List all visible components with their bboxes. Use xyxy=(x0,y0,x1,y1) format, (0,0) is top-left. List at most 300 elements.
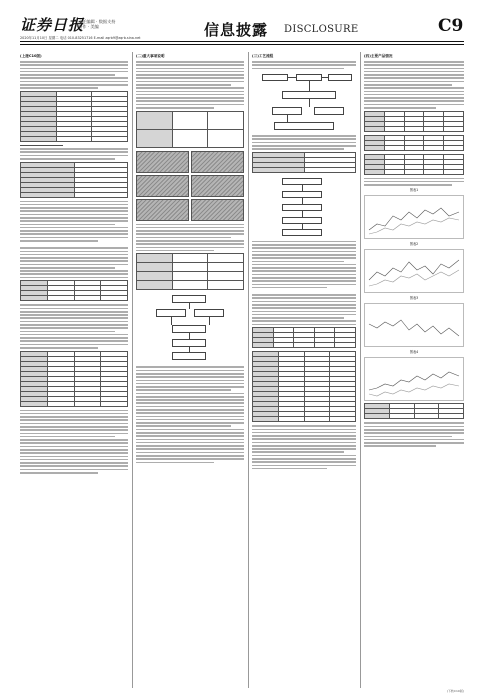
text-line xyxy=(136,247,244,249)
text-line xyxy=(252,277,356,279)
text-block xyxy=(136,61,244,109)
text-line xyxy=(136,396,244,398)
table-cell xyxy=(74,401,101,406)
micrograph-image xyxy=(191,175,244,197)
table-cell xyxy=(253,343,274,348)
text-line xyxy=(20,314,128,316)
table-cell xyxy=(330,417,356,422)
table-cell xyxy=(47,401,74,406)
text-line xyxy=(20,410,128,412)
text-line xyxy=(20,267,115,269)
table-cell xyxy=(404,169,424,174)
table-cell xyxy=(137,129,173,147)
text-line xyxy=(252,461,356,463)
chart-title: 图表1 xyxy=(409,188,419,193)
table-cell xyxy=(92,136,128,141)
table-cell xyxy=(253,167,305,172)
data-table xyxy=(20,280,128,301)
text-line xyxy=(136,243,244,245)
table-cell xyxy=(384,126,404,131)
text-line xyxy=(20,148,128,150)
text-line xyxy=(20,340,128,342)
text-line xyxy=(252,455,356,457)
text-block xyxy=(20,304,128,348)
column-divider xyxy=(360,52,361,688)
text-line xyxy=(136,71,244,73)
text-line xyxy=(136,448,244,450)
text-line xyxy=(364,426,464,428)
data-table xyxy=(136,111,244,148)
text-line xyxy=(20,277,128,279)
text-line xyxy=(136,227,244,229)
table-cell xyxy=(137,254,173,263)
table-row xyxy=(137,281,244,290)
text-line xyxy=(252,241,356,243)
table-cell xyxy=(101,296,128,301)
text-line xyxy=(364,84,452,86)
table-cell xyxy=(294,343,315,348)
table-cell xyxy=(424,145,444,150)
text-line xyxy=(20,270,128,272)
table-cell xyxy=(137,281,173,290)
text-line xyxy=(364,97,464,99)
flowchart-node xyxy=(274,122,334,130)
text-line xyxy=(20,433,128,435)
text-line xyxy=(20,87,98,89)
text-line xyxy=(252,297,356,299)
table-row xyxy=(365,169,464,174)
table-row xyxy=(137,129,244,147)
table-row xyxy=(253,417,356,422)
text-line xyxy=(252,429,356,431)
data-table xyxy=(252,152,356,173)
text-line xyxy=(136,230,244,232)
masthead xyxy=(0,0,484,44)
table-cell xyxy=(208,254,244,263)
text-line xyxy=(364,94,464,96)
text-line xyxy=(252,451,344,453)
text-block xyxy=(136,366,244,463)
table-cell xyxy=(172,263,208,272)
text-line xyxy=(20,452,128,454)
table-cell xyxy=(304,167,356,172)
table-row xyxy=(21,192,128,197)
micrograph-image xyxy=(191,151,244,173)
text-line xyxy=(136,74,244,76)
column-1-heading: (上接C10版) xyxy=(20,54,42,58)
text-line xyxy=(136,419,244,421)
text-line xyxy=(364,107,436,109)
table-cell xyxy=(384,145,404,150)
table-cell xyxy=(424,169,444,174)
flowchart-node xyxy=(282,178,322,185)
table-cell xyxy=(208,281,244,290)
text-line xyxy=(136,452,244,454)
flowchart-node xyxy=(296,74,322,81)
table-cell xyxy=(424,126,444,131)
text-block xyxy=(364,422,464,447)
column-2-heading: (二)重大事项说明 xyxy=(136,54,165,58)
data-table xyxy=(364,154,464,175)
text-line xyxy=(364,436,452,438)
text-line xyxy=(252,68,344,70)
photo-grid xyxy=(136,151,244,221)
text-line xyxy=(136,429,244,431)
text-line xyxy=(364,68,464,70)
masthead-rule-thin xyxy=(20,44,464,45)
text-line xyxy=(252,64,356,66)
text-line xyxy=(20,64,128,66)
text-line xyxy=(252,287,327,289)
micrograph-image xyxy=(136,175,189,197)
text-line xyxy=(136,383,244,385)
text-block xyxy=(20,61,128,89)
process-flowchart xyxy=(252,176,356,238)
text-line xyxy=(136,68,244,70)
chart-title: 图表3 xyxy=(409,296,419,301)
flowchart-node xyxy=(282,91,336,99)
process-flowchart xyxy=(136,293,244,363)
table-cell xyxy=(208,129,244,147)
flowchart-node xyxy=(156,309,186,317)
table-row xyxy=(137,272,244,281)
text-line xyxy=(136,435,244,437)
text-line xyxy=(20,459,128,461)
text-line xyxy=(20,257,128,259)
chart-line xyxy=(369,384,459,396)
flowchart-node xyxy=(172,352,206,360)
text-line xyxy=(20,251,128,253)
table-cell xyxy=(172,111,208,129)
flowchart-connector xyxy=(322,77,328,78)
chart-line xyxy=(369,320,459,336)
text-line xyxy=(252,148,344,150)
table-cell xyxy=(444,145,464,150)
text-line xyxy=(252,280,356,282)
article-column-1 xyxy=(20,52,128,688)
section-title-en: DISCLOSURE xyxy=(284,24,359,35)
flowchart-connector xyxy=(309,99,310,107)
flowchart-connector xyxy=(189,303,190,309)
text-line xyxy=(252,261,344,263)
text-line xyxy=(136,94,244,96)
column-divider xyxy=(132,52,133,688)
column-4-heading: (四)主要产品情况 xyxy=(364,54,393,58)
text-line xyxy=(252,324,356,326)
continuation-note: (下转C10版) xyxy=(446,689,464,693)
chart-title: 图表4 xyxy=(409,350,419,355)
chart-title: 图表2 xyxy=(409,242,419,247)
table-cell xyxy=(21,296,48,301)
table-cell xyxy=(389,414,414,419)
masthead-rule xyxy=(20,41,464,42)
line-chart xyxy=(364,249,464,293)
text-line xyxy=(20,264,128,266)
text-line xyxy=(364,439,464,441)
text-line xyxy=(364,429,464,431)
table-row xyxy=(137,263,244,272)
text-block xyxy=(364,178,464,186)
table-cell xyxy=(404,126,424,131)
text-block xyxy=(252,241,356,325)
text-line xyxy=(136,224,244,226)
text-line xyxy=(364,81,464,83)
text-line xyxy=(20,237,128,239)
text-line xyxy=(136,422,244,424)
text-line xyxy=(364,445,436,447)
table-row xyxy=(137,254,244,263)
text-line xyxy=(252,284,356,286)
line-chart xyxy=(364,357,464,401)
text-line xyxy=(20,81,128,83)
text-line xyxy=(364,422,464,424)
text-line xyxy=(252,145,356,147)
text-line xyxy=(20,230,128,232)
text-line xyxy=(20,240,98,242)
table-row xyxy=(253,343,356,348)
text-line xyxy=(364,178,464,180)
data-table xyxy=(252,351,356,422)
text-line xyxy=(252,307,356,309)
text-line xyxy=(252,257,356,259)
text-line xyxy=(20,247,128,249)
text-line xyxy=(136,402,244,404)
table-cell xyxy=(253,417,279,422)
text-line xyxy=(252,448,356,450)
text-line xyxy=(20,347,98,349)
table-cell xyxy=(208,263,244,272)
micrograph-image xyxy=(136,151,189,173)
table-cell xyxy=(208,111,244,129)
table-cell xyxy=(404,145,424,150)
text-line xyxy=(20,321,128,323)
text-block xyxy=(252,135,356,150)
text-line xyxy=(20,74,115,76)
text-block xyxy=(252,61,356,69)
text-line xyxy=(136,432,244,434)
text-line xyxy=(364,442,464,444)
table-cell xyxy=(384,169,404,174)
text-line xyxy=(252,320,356,322)
chart-line xyxy=(369,218,459,234)
text-line xyxy=(20,273,128,275)
text-line xyxy=(252,445,356,447)
text-line xyxy=(364,71,464,73)
table-cell xyxy=(21,401,48,406)
table-row xyxy=(253,167,356,172)
text-line xyxy=(252,432,356,434)
table-cell xyxy=(314,343,335,348)
page-number: C9 xyxy=(438,16,464,36)
text-line xyxy=(20,436,115,438)
text-line xyxy=(252,142,356,144)
text-line xyxy=(136,97,244,99)
text-line xyxy=(20,327,128,329)
text-line xyxy=(20,155,128,157)
text-line xyxy=(20,337,128,339)
table-row xyxy=(21,401,128,406)
table-row xyxy=(365,414,464,419)
flowchart-node xyxy=(282,229,322,236)
flowchart-node xyxy=(194,309,224,317)
text-line xyxy=(136,389,231,391)
table-cell xyxy=(273,343,294,348)
text-line xyxy=(20,77,128,79)
table-cell xyxy=(444,169,464,174)
table-cell xyxy=(74,296,101,301)
text-line xyxy=(20,423,128,425)
micrograph-image xyxy=(191,199,244,221)
text-line xyxy=(136,104,244,106)
table-cell xyxy=(439,414,464,419)
text-block xyxy=(20,201,128,279)
data-table xyxy=(364,111,464,132)
tags-line-2: 制作 · 美编 xyxy=(78,24,99,29)
text-line xyxy=(252,247,356,249)
table-cell xyxy=(365,169,385,174)
table-cell xyxy=(56,136,92,141)
text-line xyxy=(20,158,115,160)
table-cell xyxy=(444,126,464,131)
flowchart-node xyxy=(172,339,206,347)
text-line xyxy=(136,416,244,418)
text-line xyxy=(20,426,128,428)
text-line xyxy=(20,304,128,306)
table-cell xyxy=(335,343,356,348)
text-line xyxy=(20,344,128,346)
text-line xyxy=(252,254,356,256)
text-line xyxy=(136,462,214,464)
text-line xyxy=(252,465,356,467)
text-line xyxy=(20,308,128,310)
table-cell xyxy=(21,136,57,141)
table-cell xyxy=(365,145,385,150)
flowchart-node xyxy=(272,107,302,115)
text-line xyxy=(136,370,244,372)
text-line xyxy=(252,317,344,319)
table-cell xyxy=(47,296,74,301)
text-line xyxy=(252,138,356,140)
text-line xyxy=(20,472,98,474)
text-line xyxy=(136,240,244,242)
flowchart-node xyxy=(328,74,352,81)
text-line xyxy=(364,100,464,102)
section-title-cn: 信息披露 xyxy=(204,21,269,39)
text-line xyxy=(252,264,356,266)
table-cell xyxy=(137,272,173,281)
text-line xyxy=(136,100,244,102)
text-line xyxy=(136,107,214,109)
table-cell xyxy=(304,417,330,422)
text-line xyxy=(252,438,356,440)
text-line xyxy=(136,233,244,235)
text-line xyxy=(136,77,244,79)
data-table xyxy=(252,327,356,348)
flowchart-connector xyxy=(288,77,296,78)
text-line xyxy=(364,104,464,106)
text-line xyxy=(252,274,356,276)
text-line xyxy=(252,251,356,253)
data-table xyxy=(364,403,464,419)
text-line xyxy=(136,399,244,401)
text-line xyxy=(252,458,356,460)
text-line xyxy=(364,61,464,63)
text-line xyxy=(252,294,356,296)
chart-line xyxy=(369,372,459,390)
table-cell xyxy=(137,263,173,272)
flowchart-node xyxy=(172,325,206,333)
flowchart-node xyxy=(282,191,322,198)
data-table xyxy=(20,351,128,407)
newspaper-logo: 证券日报 xyxy=(20,16,85,34)
table-cell xyxy=(278,417,304,422)
text-line xyxy=(136,376,244,378)
text-line xyxy=(20,465,128,467)
flowchart-node xyxy=(172,295,206,303)
text-line xyxy=(136,393,244,395)
text-line xyxy=(20,439,128,441)
table-cell xyxy=(74,192,128,197)
text-line xyxy=(20,214,128,216)
text-line xyxy=(20,220,128,222)
table-row xyxy=(365,145,464,150)
article-column-2 xyxy=(136,52,244,688)
text-line xyxy=(136,91,244,93)
text-line xyxy=(136,61,244,63)
text-line xyxy=(136,445,244,447)
text-line xyxy=(20,311,128,313)
text-line xyxy=(252,135,356,137)
text-line xyxy=(136,380,244,382)
text-line xyxy=(252,270,356,272)
flowchart-node xyxy=(282,204,322,211)
text-line xyxy=(252,244,356,246)
text-line xyxy=(364,181,464,183)
text-line xyxy=(20,210,128,212)
text-block xyxy=(20,145,128,160)
text-line xyxy=(136,250,214,252)
table-cell xyxy=(101,401,128,406)
text-line xyxy=(20,446,128,448)
text-line xyxy=(20,429,128,431)
flowchart-connector xyxy=(287,115,288,122)
text-block xyxy=(252,425,356,469)
table-row xyxy=(21,296,128,301)
text-line xyxy=(252,61,356,63)
masthead-tags xyxy=(78,19,116,29)
text-line xyxy=(252,435,356,437)
text-block xyxy=(136,224,244,252)
text-line xyxy=(20,145,63,147)
text-line xyxy=(136,409,244,411)
table-cell xyxy=(172,129,208,147)
text-line xyxy=(20,331,115,333)
text-line xyxy=(20,462,128,464)
text-line xyxy=(136,412,244,414)
chart-line xyxy=(369,270,459,286)
text-line xyxy=(20,416,128,418)
text-line xyxy=(252,468,327,470)
dateline: 2020年11月10日 星期二 电话 010-83251716 E-mail zqrb9@zqrb.sina.net xyxy=(20,36,141,40)
tags-line-1: 责任编辑 · 数据支持 xyxy=(78,19,116,24)
text-line xyxy=(20,334,128,336)
table-cell xyxy=(365,414,390,419)
text-line xyxy=(252,311,356,313)
text-line xyxy=(136,455,244,457)
text-line xyxy=(136,237,231,239)
text-line xyxy=(252,304,356,306)
chart-line xyxy=(369,208,459,230)
